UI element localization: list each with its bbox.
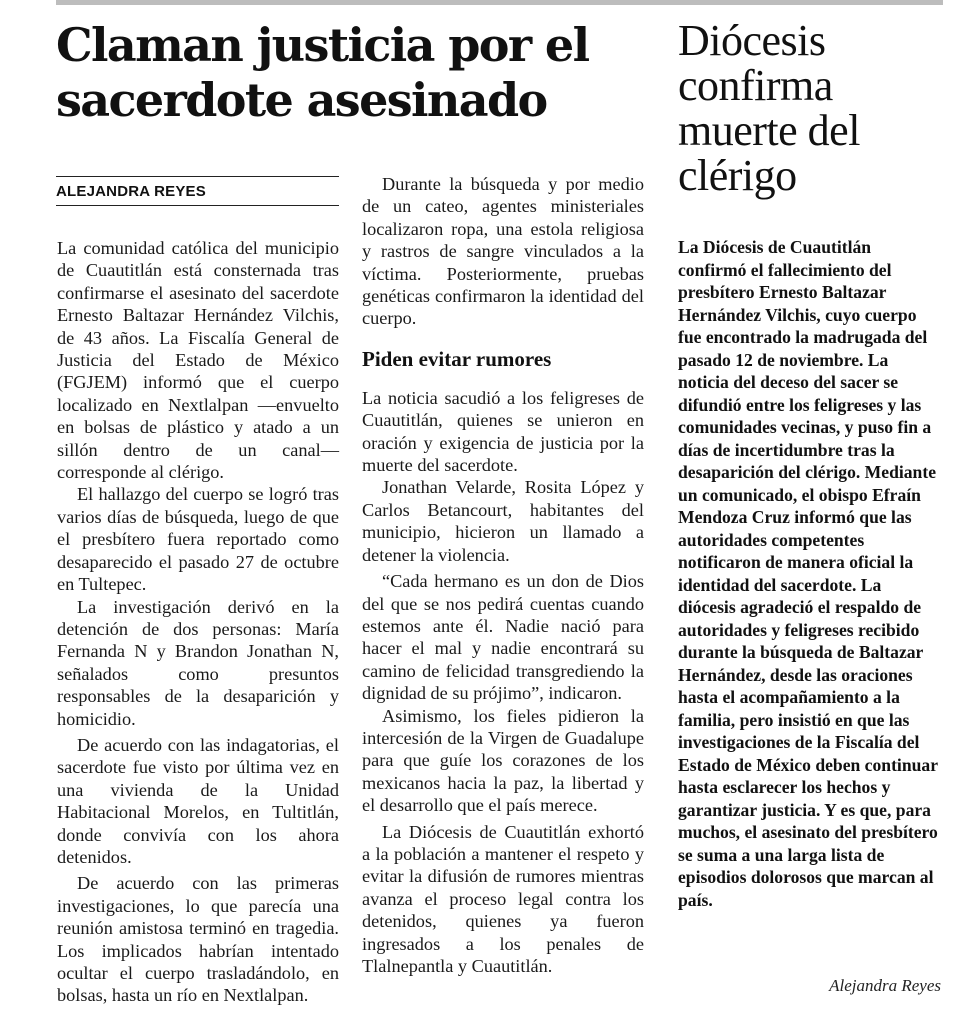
sidebar-top-rule (660, 0, 943, 5)
sidebar-signature: Alejandra Reyes (829, 976, 941, 995)
article-column-1 (57, 237, 339, 1007)
paragraph: Asimismo, los fieles pidieron la intercesión de la Virgen de Guadalupe para que guíe los corazones de los mexicanos hacia la paz, la libertad y el desarrollo que el país merece. (362, 705, 644, 816)
paragraph: La investigación derivó en la detención de dos personas: María Fernanda N y Brandon Jonathan N, señalados como presuntos responsables de la desaparición y homicidio. (57, 596, 339, 729)
paragraph: De acuerdo con las indagatorias, el sacerdote fue visto por última vez en una vivienda de la Unidad Habitacional Morelos, en Tultitlán, donde convivía con los ahora detenidos. (57, 734, 339, 867)
paragraph: Durante la búsqueda y por medio de un cateo, agentes ministeriales localizaron ropa, una estola religiosa y rastros de sangre vinculados a la víctima. Posteriormente, pruebas genéticas confirmaron la identidad del cuerpo. (362, 174, 644, 329)
subheading: Piden evitar rumores (362, 346, 552, 371)
byline: ALEJANDRA REYES (56, 183, 206, 200)
paragraph: De acuerdo con las primeras investigaciones, lo que parecía una reunión amistosa terminó en tragedia. Los implicados habrían intentado ocultar el cuerpo trasladándolo, en bolsas, hasta un río en Nextlalpan. (57, 873, 339, 1006)
paragraph: La comunidad católica del municipio de Cuautitlán está consternada tras confirmarse el asesinato del sacerdote Ernesto Baltazar Hernández Vilchis, de 43 años. La Fiscalía General de Justicia del Estado de México (FGJEM) informó que el cuerpo localizado en Nextlalpan —envuelto en bolsas de plástico y atado a un sillón dentro de un canal— corresponde al clérigo. (57, 238, 339, 483)
paragraph: Jonathan Velarde, Rosita López y Carlos Betancourt, habitantes del municipio, hicieron un llamado a detener la violencia. (362, 477, 644, 565)
byline-rule-bottom (56, 205, 339, 206)
paragraph: El hallazgo del cuerpo se logró tras varios días de búsqueda, luego de que el presbítero fuera reportado como desaparecido el pasado 27 de octubre en Tultepec. (57, 484, 339, 595)
sidebar-body: La Diócesis de Cuautitlán confirmó el fallecimiento del presbítero Ernesto Baltazar Hernández Vilchis, cuyo cuerpo fue encontrado la madrugada del pasado 12 de noviembre. La noticia del deceso del sacer se difundió entre los feligreses y las comunidades vecinas, y puso fin a días de incertidumbre tras la desaparición del clérigo. Mediante un comunicado, el obispo Efraín Mendoza Cruz informó que las autoridades competentes notificaron de manera oficial la identidad del sacerdote. La diócesis agradeció el respaldo de autoridades y feligreses recibido durante la búsqueda de Baltazar Hernández, desde las oraciones hasta el acompañamiento a la familia, pero insistió en que las investigaciones de la Fiscalía del Estado de México deben continuar hasta esclarecer los hechos y garantizar justicia. Y es que, para muchos, el asesinato del presbítero se suma a una larga lista de episodios dolorosos que marcan al país. (678, 237, 938, 910)
sidebar-box (660, 0, 959, 1024)
paragraph: La Diócesis de Cuautitlán exhortó a la población a mantener el respeto y evitar la difusión de rumores mientras avanza el proceso legal contra los detenidos, quienes ya fueron ingresados a los penales de Tlalnepantla y Cuautitlán. (362, 821, 644, 976)
main-headline: Claman justicia por el sacerdote asesinado (56, 18, 589, 127)
paragraph: La noticia sacudió a los feligreses de Cuautitlán, quienes se unieron en oración y exigencia de justicia por la muerte del sacerdote. (362, 387, 644, 476)
article-column-2 (362, 173, 644, 977)
byline-rule-top (56, 176, 339, 177)
sidebar-headline: Diócesis confirma muerte del clérigo (678, 16, 860, 200)
paragraph: “Cada hermano es un don de Dios del que se nos pedirá cuentas cuando estemos ante él. Nadie nació para hacer el mal y nadie encontrará su camino de felicidad transgrediendo la dignidad de su prójimo”, indicaron. (362, 571, 644, 704)
